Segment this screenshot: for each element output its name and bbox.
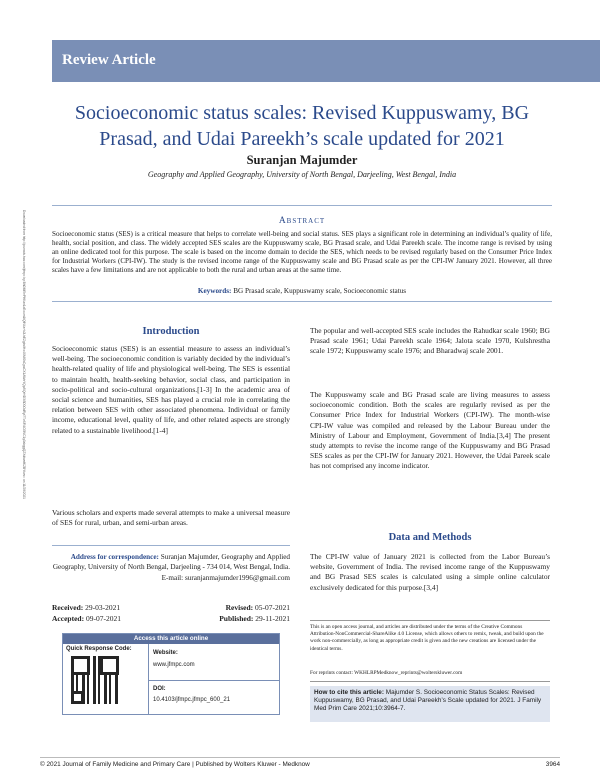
abstract-text: Socioeconomic status (SES) is a critical measure that helps to correlate well‑being and social status. SES plays a significant role in determining an individual’s quality of life, health, social position, and class. The widely accepted SES scales are the Kuppuswamy scale, BG Prasad scale, and Udai Pareekh scale. The income range is revised by using an online dedicated tool for this purpose. The scale is based on the income domain to decide the SES, which needs to be revised regularly based on the Consumer Price Index for Industrial Workers (CPI‑IW). The study is the revised income range of the Kuppuswamy scale and BG Prasad scale as per the CPI‑IW January 2021. However, all three scales have a few limitations and are not applicable to both the rural and urban areas at the same time. [52, 230, 552, 274]
correspondence-email[interactable]: E-mail: suranjanmajumder1996@gmail.com [161, 573, 290, 582]
abstract-section [52, 205, 552, 275]
access-hline [148, 680, 280, 681]
revised-date: 05-07-2021 [255, 603, 290, 612]
article-type-label: Review Article [62, 52, 156, 68]
introduction-paragraph-1: Socioeconomic status (SES) is an essential measure to assess an individual’s well‑being. The socioeconomic condition is variably decided by the individual’s health‑related quality of life and physiological well‑being. The SES is essential to maintain health, health‑seeking behavior, social class, and participation in socio‑political and socio‑cultural organizations.[1‑3] In the academic area of social science and humanities, SES has played a crucial role in correlating the relation between SES with other associated phenomena. Individual or family income, educational level, quality of life, and other related aspects are strongly related to a sustainable livelihood.[1‑4] [52, 344, 290, 435]
published-label: Published: [219, 614, 254, 623]
keywords [52, 287, 552, 302]
article-type-banner [52, 40, 600, 82]
introduction-paragraph-2: Various scholars and experts made several attempts to make a universal measure of SES for rural, urban, and semi‑urban areas. [52, 508, 290, 528]
download-watermark: Downloaded from http://journals.lww.com/jfmpc by BhDMf5ePHKav1zEoum1tQfN4a+kJLhEZgbsIHo4XMi0hCywCX1AWnYQp/IlQrHD3i3D0OdRyi7TvSFl4Cf3VC1y0abggQZXdtwnfKZBYtws= on 11/28/2021 [22, 210, 26, 499]
access-online-box [62, 633, 280, 715]
website-label: Website: [153, 650, 178, 656]
correspondence-block [52, 545, 290, 583]
citation-label: How to cite this article: [314, 689, 384, 696]
access-heading: Access this article online [63, 634, 279, 644]
citation-text: Majumder S. Socioeconomic Status Scales: Revised Kuppuswamy, BG Prasad, and Udai Pareekh’s Scale updated for 2021. J Family Med Prim Care 2021;10:3964‑7. [314, 689, 542, 713]
article-title: Socioeconomic status scales: Revised Kuppuswamy, BG Prasad, and Udai Pareekh’s scale updated for 2021 [74, 102, 530, 150]
keywords-label: Keywords: [197, 287, 232, 295]
article-dates [52, 602, 290, 624]
author-name: Suranjan Majumder [246, 153, 358, 167]
citation-box [310, 686, 550, 722]
website-link[interactable]: www.jfmpc.com [153, 662, 195, 668]
revised-label: Revised: [225, 603, 254, 612]
reprints-contact[interactable]: For reprints contact: WKHLRPMedknow_reprints@wolterskluwer.com [310, 670, 550, 682]
doi-link[interactable]: 10.4103/jfmpc.jfmpc_600_21 [153, 697, 231, 703]
keywords-text: BG Prasad scale, Kuppuswamy scale, Socioeconomic status [233, 287, 407, 295]
accepted-date: 09-07-2021 [85, 614, 121, 623]
right-paragraph-1: The popular and well‑accepted SES scale includes the Rahudkar scale 1960; BG Prasad scale 1961; Udai Pareekh scale 1964; Jalota scale 1970, Kulshrestha scale 1972; Kuppuswamy scale 1976; and Bharadwaj scale 2001. [310, 326, 550, 356]
qr-label: Quick Response Code: [66, 646, 132, 652]
published-date: 29-11-2021 [255, 614, 290, 623]
abstract-heading: Abstract [278, 216, 326, 226]
correspondence-label: Address for correspondence: [70, 553, 159, 561]
doi-label: DOI: [153, 686, 166, 692]
correspondence-text: Suranjan Majumder, Geography and Applied Geography, University of North Bengal, Darjeeling - 734 014, West Bengal, India. [52, 553, 290, 572]
received-label: Received: [52, 603, 84, 612]
introduction-heading: Introduction [142, 326, 200, 337]
accepted-label: Accepted: [52, 614, 85, 623]
methods-heading: Data and Methods [388, 532, 472, 543]
license-note: This is an open access journal, and articles are distributed under the terms of the Creative Commons Attribution‑NonCommercial‑ShareAlike 4.0 License, which allows others to remix, tweak, and build upon the work non‑commercially, as long as appropriate credit is given and the new creations are licensed under the identical terms. [310, 620, 550, 653]
right-paragraph-2: The Kuppuswamy scale and BG Prasad scale are living measures to assess socioeconomic condition. Both the scales are regularly revised as per the Consumer Price Index for Industrial Workers (CPI‑IW). The month‑wise CPI‑IW value was compiled and released by the Labour Bureau under the Ministry of Labour and Employment, Government of India.[3,4] The present study attempts to revise the income range of the Kuppuswamy and BG Prasad SES scales as per the CPI‑IW for January 2021. However, the Udai Pareek scale has not comprised any income indicator. [310, 390, 550, 471]
author-affiliation: Geography and Applied Geography, University of North Bengal, Darjeeling, West Bengal, India [147, 170, 457, 179]
methods-paragraph-1: The CPI‑IW value of January 2021 is collected from the Labor Bureau’s website, Government of India. The revised income range of the Kuppuswamy and BG Prasad SES scales is calculated using a simple online calculator exclusively dedicated for this purpose.[3,4] [310, 552, 550, 592]
qr-code-icon[interactable] [71, 656, 119, 704]
footer-copyright: © 2021 Journal of Family Medicine and Primary Care | Published by Wolters Kluwer - Medknow [40, 761, 310, 768]
page-number: 3964 [545, 761, 560, 768]
page-footer [40, 757, 560, 768]
received-date: 29-03-2021 [85, 603, 121, 612]
